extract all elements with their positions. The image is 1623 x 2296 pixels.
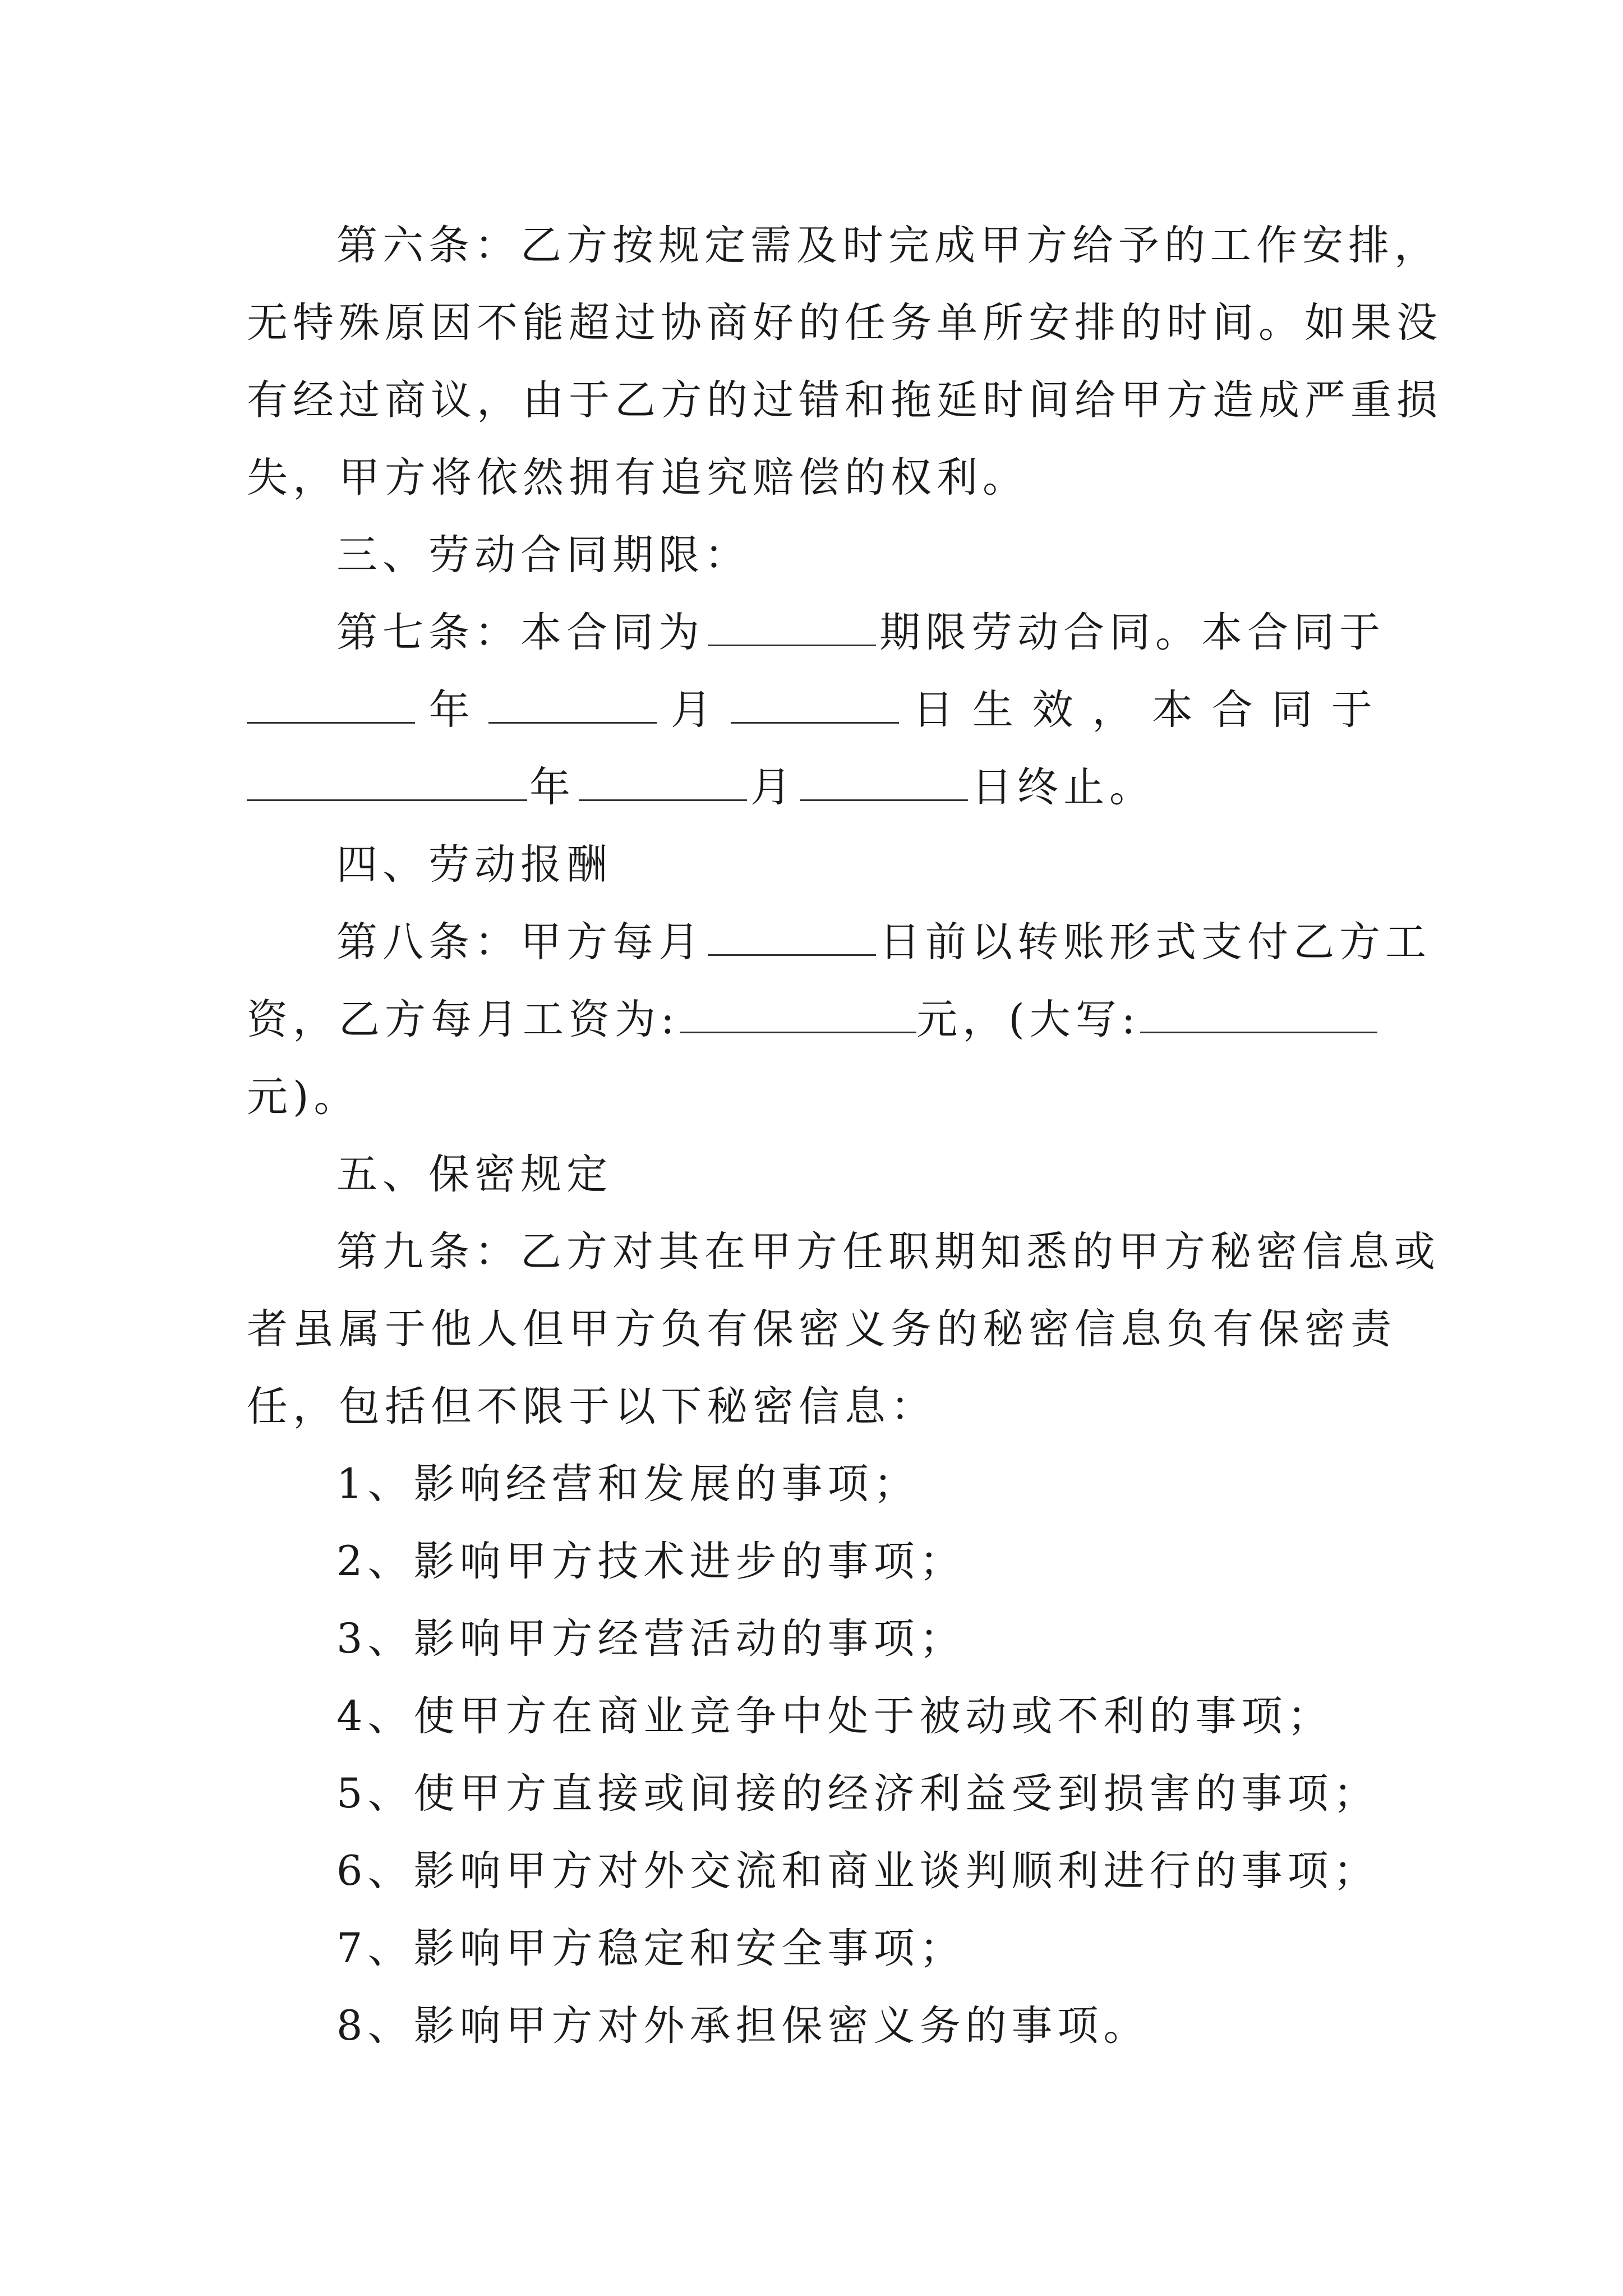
article-8-text-d: 元，(大写:: [916, 996, 1141, 1043]
article-8-text-a: 第八条：甲方每月: [336, 918, 704, 966]
article-9-line-3: 任，包括但不限于以下秘密信息：: [247, 1383, 937, 1430]
article-8-line-3: 元)。: [247, 1073, 360, 1121]
end-month-blank: [579, 759, 747, 801]
list-item: 7、影响甲方稳定和安全事项；: [336, 1925, 966, 1972]
end-day-blank: [800, 759, 968, 801]
article-6-line-4: 失，甲方将依然拥有追究赔偿的权利。: [247, 454, 1029, 501]
start-year-label: 年: [428, 686, 475, 734]
article-7-text-a: 第七条：本合同为: [336, 609, 704, 656]
list-item: 4、使甲方在商业竞争中处于被动或不利的事项；: [336, 1692, 1334, 1740]
char-xiao: 效: [1032, 686, 1078, 734]
section-4-heading: 四、劳动报酬: [336, 841, 612, 889]
list-item: 3、影响甲方经营活动的事项；: [336, 1615, 966, 1663]
char-tong: 同: [1271, 686, 1318, 734]
article-6-line-3: 有经过商议，由于乙方的过错和拖延时间给甲方造成严重损: [247, 376, 1442, 424]
char-he: 合: [1211, 686, 1258, 734]
article-8-text-b: 日前以转账形式支付乙方工: [879, 918, 1431, 966]
start-month-label: 月: [670, 686, 717, 734]
start-year-blank: [247, 682, 415, 724]
end-month-label: 月: [750, 763, 796, 811]
pay-day-blank: [708, 914, 876, 956]
article-7-line-3: [247, 756, 1377, 819]
article-8-line-2: [247, 988, 1377, 1051]
section-3-heading: 三、劳动合同期限：: [336, 531, 750, 579]
list-item: 2、影响甲方技术进步的事项；: [336, 1538, 966, 1585]
article-7-line-2: [247, 679, 1377, 742]
char-sheng: 生: [972, 686, 1018, 734]
article-8-text-c: 资，乙方每月工资为:: [247, 996, 680, 1043]
article-6-line-1: 第六条：乙方按规定需及时完成甲方给予的工作安排，: [336, 222, 1440, 269]
contract-term-blank: [708, 604, 876, 646]
article-6-line-2: 无特殊原因不能超过协商好的任务单所安排的时间。如果没: [247, 299, 1442, 347]
end-day-text: 日终止。: [971, 763, 1155, 811]
article-7-line-1: [336, 601, 1385, 664]
article-9-line-1: 第九条：乙方对其在甲方任职期知悉的甲方秘密信息或: [336, 1228, 1440, 1276]
char-yu: 于: [1331, 686, 1377, 734]
article-7-text-b: 期限劳动合同。本合同于: [879, 609, 1385, 656]
article-8-line-1: [336, 911, 1431, 974]
list-item: 8、影响甲方对外承担保密义务的事项。: [336, 2002, 1150, 2050]
section-5-heading: 五、保密规定: [336, 1151, 612, 1198]
list-item: 1、影响经营和发展的事项；: [336, 1460, 920, 1508]
char-comma: ，: [1092, 686, 1138, 734]
end-year-label: 年: [529, 763, 575, 811]
list-item: 6、影响甲方对外交流和商业谈判顺利进行的事项；: [336, 1847, 1380, 1895]
start-day-blank: [731, 682, 899, 724]
end-year-blank: [247, 759, 527, 801]
start-month-blank: [488, 682, 657, 724]
list-item: 5、使甲方直接或间接的经济利益受到损害的事项；: [336, 1770, 1380, 1818]
char-ben: 本: [1151, 686, 1198, 734]
start-day-label: 日: [912, 686, 959, 734]
article-9-line-2: 者虽属于他人但甲方负有保密义务的秘密信息负有保密责: [247, 1305, 1396, 1353]
salary-amount-blank: [680, 991, 917, 1033]
salary-words-blank: [1140, 991, 1377, 1033]
